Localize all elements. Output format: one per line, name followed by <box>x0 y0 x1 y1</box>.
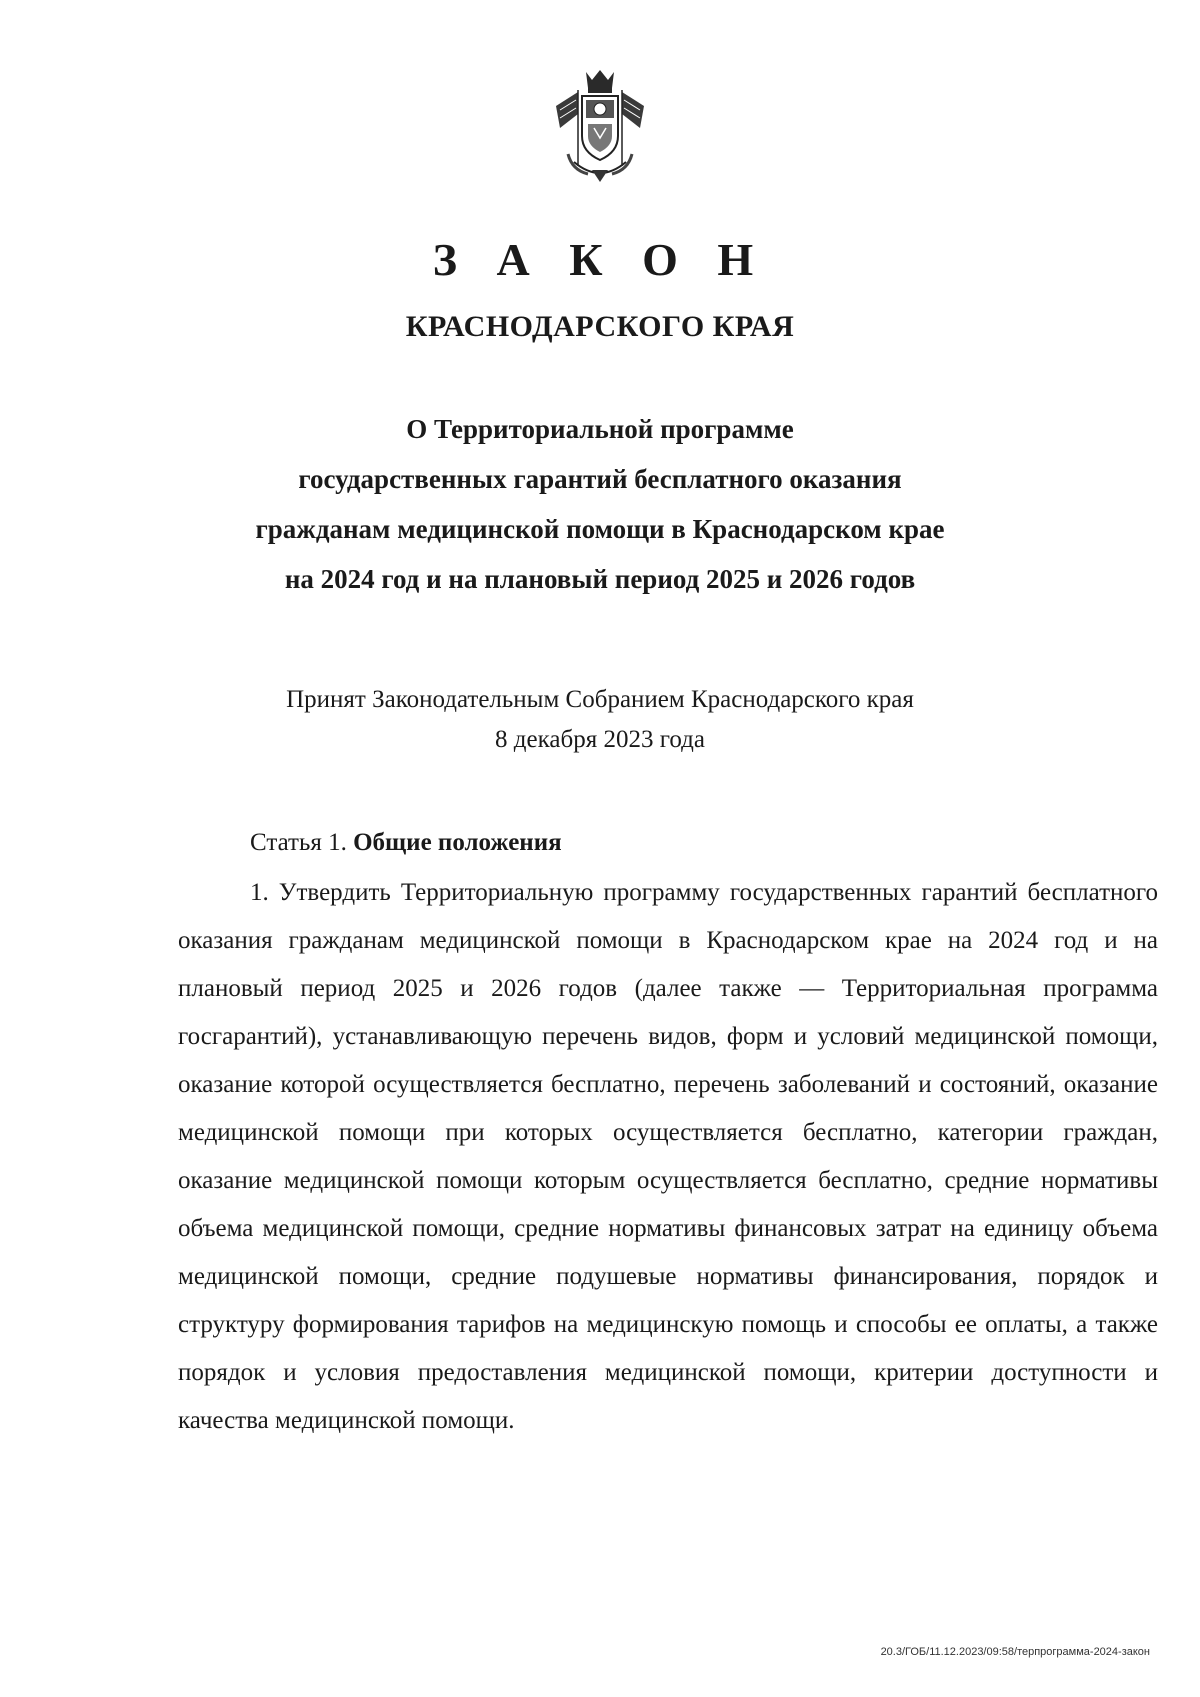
article-label: Статья 1. <box>250 829 347 856</box>
document-region: КРАСНОДАРСКОГО КРАЯ <box>405 310 795 343</box>
adoption-info <box>0 680 1200 760</box>
adoption-date: 8 декабря 2023 года <box>495 726 705 753</box>
adoption-body: Принят Законодательным Собранием Краснодарского края <box>286 686 914 713</box>
law-name-line-4: на 2024 год и на плановый период 2025 и 2026 годов <box>284 564 916 594</box>
document-footer-code: 20.3/ГОБ/11.12.2023/09:58/терпрограмма-2024-закон <box>880 1646 1150 1658</box>
law-name <box>0 404 1200 604</box>
law-name-line-3: гражданам медицинской помощи в Краснодарском крае <box>255 514 945 544</box>
article-title: Общие положения <box>353 829 562 856</box>
article-heading <box>250 825 562 861</box>
document-title: З А К О Н <box>432 234 768 285</box>
article-paragraph: 1. Утвердить Территориальную программу государственных гарантий бесплатного оказания гражданам медицинской помощи в Краснодарском крае на 2024 год и на плановый период 2025 и 2026 годов (далее также — Территориальная программа госгарантий), устанавливающую перечень видов, форм и условий медицинской помощи, оказание которой осуществляется бесплатно, перечень заболеваний и состояний, оказание медицинской помощи при которых осуществляется бесплатно, категории граждан, оказание медицинской помощи которым осуществляется бесплатно, средние нормативы объема медицинской помощи, средние нормативы финансовых затрат на единицу объема медицинской помощи, средние подушевые нормативы финансирования, порядок и структуру формирования тарифов на медицинскую помощь и способы ее оплаты, а также порядок и условия предоставления медицинской помощи, критерии доступности и качества медицинской помощи. <box>178 879 1158 1434</box>
coat-of-arms-icon <box>548 66 652 186</box>
law-name-line-1: О Территориальной программе <box>406 414 794 444</box>
law-name-line-2: государственных гарантий бесплатного оказания <box>298 464 902 494</box>
